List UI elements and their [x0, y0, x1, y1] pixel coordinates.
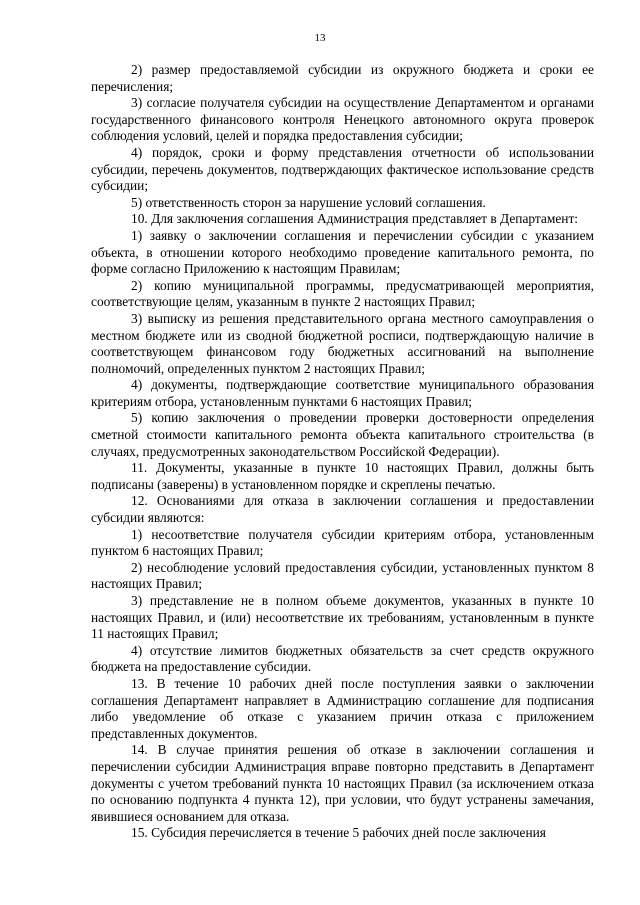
paragraph: 10. Для заключения соглашения Администрация представляет в Департамент:: [131, 211, 579, 227]
paragraph: 12. Основаниями для отказа в заключении соглашения и предоставлении субсидии являются:: [91, 493, 594, 526]
paragraph: 11. Документы, указанные в пункте 10 настоящих Правил, должны быть подписаны (заверены) в установленном порядке и скреплены печатью.: [91, 460, 594, 492]
paragraph: 15. Субсидия перечисляется в течение 5 рабочих дней после заключения: [131, 825, 546, 841]
paragraph: 4) отсутствие лимитов бюджетных обязательств за счет средств окружного бюджета на предоставление субсидии.: [91, 642, 594, 675]
paragraph: 14. В случае принятия решения об отказе в заключении соглашения и перечислении субсидии Администрация вправе повторно представить в Департамент документы с учетом требований пункта 10 настоящих Правил (за исключением отказа по основанию подпункта 4 пункта 12), при условии, что будут устранены замечания, явившиеся основанием для отказа.: [91, 742, 594, 824]
paragraph: 1) заявку о заключении соглашения и перечислении субсидии с указанием объекта, в отношении которого необходимо проведение капитального ремонта, по форме согласно Приложению к настоящим Правилам;: [91, 227, 594, 277]
paragraph: 1) несоответствие получателя субсидии критериям отбора, установленным пунктом 6 настоящих Правил;: [91, 526, 594, 559]
paragraph: 13. В течение 10 рабочих дней после поступления заявки о заключении соглашения Департамент направляет в Администрацию соглашение для подписания либо уведомление об отказе с указанием причин отказа с приложением представленных документов.: [91, 675, 594, 741]
paragraph: 5) ответственность сторон за нарушение условий соглашения.: [131, 194, 486, 210]
paragraph: 3) представление не в полном объеме документов, указанных в пункте 10 настоящих Правил, и (или) несоответствие их требованиям, установленным в пункте 11 настоящих Правил;: [91, 593, 594, 642]
paragraph: 2) копию муниципальной программы, предусматривающей мероприятия, соответствующие целям, указанным в пункте 2 настоящих Правил;: [91, 277, 594, 310]
page-number: 13: [314, 32, 326, 44]
paragraph: 3) выписку из решения представительного органа местного самоуправления о местном бюджете или из сводной бюджетной росписи, подтверждающую наличие в соответствующем финансовом году бюджетных ассигнований на выполнение полномочий, определенных пунктом 2 настоящих Правил;: [91, 310, 594, 376]
paragraph: 2) несоблюдение условий предоставления субсидии, установленных пунктом 8 настоящих Правил;: [91, 559, 594, 592]
paragraph: 2) размер предоставляемой субсидии из окружного бюджета и сроки ее перечисления;: [91, 62, 594, 94]
paragraph: 5) копию заключения о проведении проверки достоверности определения сметной стоимости капитального ремонта объекта капитального строительства (в случаях, предусмотренных законодательством Российской Федерации).: [91, 410, 594, 459]
paragraph: 3) согласие получателя субсидии на осуществление Департаментом и органами государственного финансового контроля Ненецкого автономного округа проверок соблюдения условий, целей и порядка предоставления субсидии;: [91, 95, 594, 144]
paragraph: 4) документы, подтверждающие соответствие муниципального образования критериям отбора, установленным пунктами 6 настоящих Правил;: [91, 377, 594, 409]
document-body: [91, 62, 594, 842]
paragraph: 4) порядок, сроки и форму представления отчетности об использовании субсидии, перечень документов, подтверждающих фактическое использование средств субсидии;: [91, 144, 594, 194]
